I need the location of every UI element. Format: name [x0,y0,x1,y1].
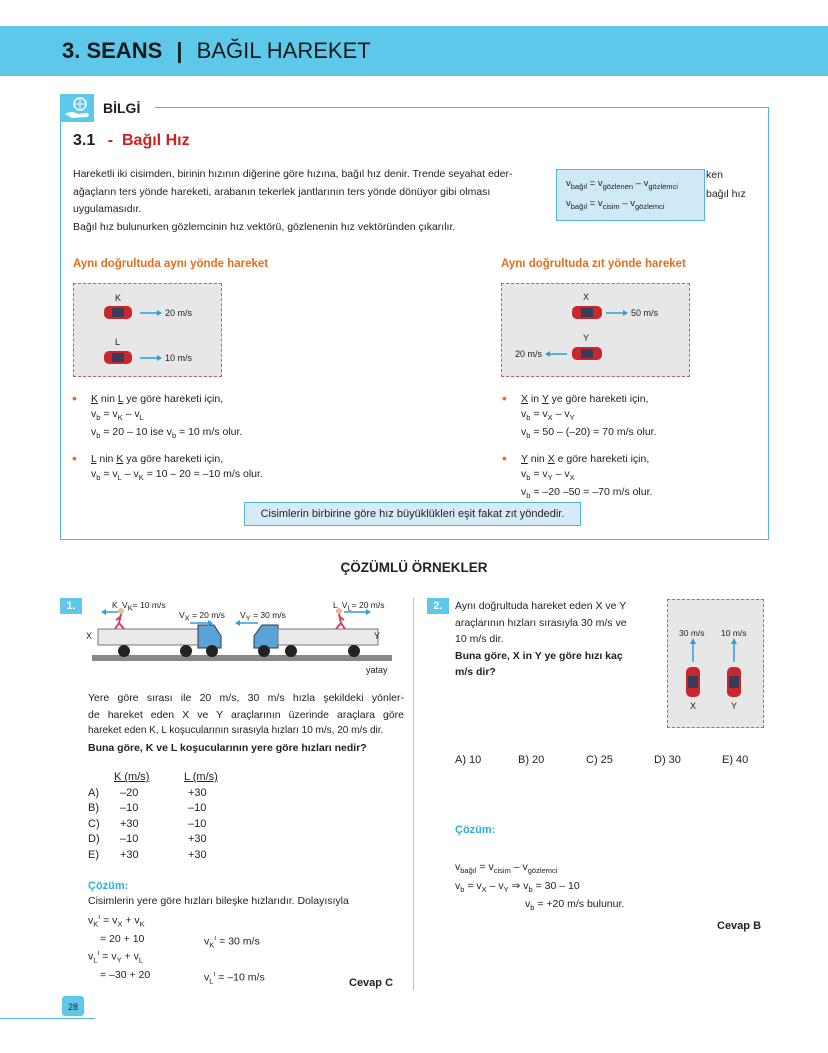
formula-sub: gözlenen [602,181,634,191]
question-2-text [455,598,647,681]
truck-x-icon [98,625,221,657]
solution-step: = –30 + 20 $v_L^ı = -10$ m/s [100,968,265,986]
solution-step: $v_{bağıl} = v_{cisim} - v_{gözlemci}$ [455,861,558,876]
question-2-badge: 2. [427,598,449,614]
vx-label: 30 m/s [679,628,705,638]
formula-line-2 [566,198,665,211]
ground-label: yatay [366,665,388,675]
q2-option-c[interactable]: C) 25 [586,754,613,766]
section-dash: - [107,132,114,149]
options-header [88,770,248,786]
paragraph-line: ağaçların ters yönde hareketi, arabanın tekerlek jantlarının ters yönde dönüyor gibi olması [73,185,491,198]
option-c[interactable]: C) +30 –10 [88,817,207,830]
equation-line: $v_b = v_L - v_K = 10 - 20 = -10$ m/s olur. [91,468,263,483]
car-k-label: K [115,293,122,303]
question-1-figure [86,598,406,678]
col-l-header: L (m/s) [184,771,218,783]
q2-option-d[interactable]: D) 30 [654,754,681,766]
formula-eq: = v [587,198,603,209]
equation-result: = –20 –50 = –70 m/s olur. [533,486,653,499]
equation-result: = 10 – 20 = –10 m/s olur. [146,468,263,480]
vertical-cars-figure [668,600,763,727]
car-x-speed: 50 m/s [631,308,659,318]
side-text-line: bağıl hız [706,188,746,200]
formula-box [556,169,705,221]
equation-line: $v_b = v_Y - v_X$ [521,468,575,483]
option-e[interactable]: E) +30 +30 [88,848,207,861]
option-d[interactable]: D) –10 +30 [88,833,207,845]
page-title [62,38,371,64]
formula-minus: – v [619,198,635,209]
question-line: Aynı doğrultuda hareket eden X ve Y [455,600,627,612]
side-text [706,166,746,204]
opposite-direction-scene [501,283,690,377]
column-divider [413,598,414,990]
car-l-speed: 10 m/s [165,353,193,363]
solution-step: $v_b = v_X - v_Y$ ⇒ $v_b = 30 - 10$ [455,879,580,894]
title-separator: | [176,38,183,63]
q2-option-e[interactable]: E) 40 [722,754,749,766]
hand-globe-icon [60,94,94,122]
equation-line: $v_b = v_X - v_Y$ [521,408,575,423]
formula-v: v [566,198,571,209]
equation-result: = 50 – (–20) = 70 m/s olur. [533,426,657,439]
solution-step: $v_L^ı = v_Y + v_L$ [88,949,143,965]
formula-minus: – v [633,178,649,189]
formula-sub: bağıl [570,201,588,211]
question-prompt: Buna göre, X in Y ye göre hızı kaç [455,649,623,662]
car-y-icon [572,347,602,360]
formula-v: v [566,178,571,189]
equation-line: $v_b = -20$ –50 = –70 m/s olur. [521,486,653,501]
car-l-label: L [115,337,121,347]
vx-label: $V_X = 20$ m/s [179,610,225,623]
equation-line: $v_b = 50 - (-20) = 70$ m/s olur. [521,426,657,441]
session-label: 3. SEANS [62,38,163,63]
formula-eq: = v [587,178,603,189]
opp-dir-bullet-2: Y nin X e göre hareketi için, $v_b = v_Y - v_X$ $v_b = -20$ –50 = –70 m/s olur. [521,452,652,503]
truck-x-label: X [86,631,93,641]
question-line: 10 m/s dir. [455,633,504,645]
formula-sub: cisim [602,201,620,211]
car-x-icon [686,667,700,697]
question-1-badge: 1. [60,598,82,614]
info-label: BİLGİ [103,100,141,116]
truck-y-icon [254,625,381,657]
same-direction-figure [74,284,221,376]
bullet-icon: • [502,390,507,406]
option-b[interactable]: B) –10 –10 [88,802,207,814]
same-dir-bullet-2: L nin K ya göre hareketi için, $v_b = v_L - v_K = 10 - 20 = -10$ m/s olur. [91,452,263,485]
vy-label: $V_Y = 30$ m/s [240,610,286,623]
solution-step: $v_K^ı = v_X + v_K$ [88,914,145,929]
question-line: de hareket eden X ve Y araçlarının üzerinde araçlara göre [88,708,404,721]
option-a[interactable]: A) –20 +30 [88,786,207,799]
section-number [73,132,113,150]
same-dir-bullet-1: K nin L ye göre hareketi için, $v_b = v_K - v_L$ $v_b = 20 - 10$ ise $v_b = 10$ m/s olur. [91,392,242,443]
q1-solution-intro: Cisimlerin yere göre hızları bileşke hızlarıdır. Dolayısıyla [88,895,349,907]
paragraph-line: uygulamasıdır. [73,203,142,215]
q1-solution-label: Çözüm: [88,880,129,892]
q2-solution-steps [455,860,624,916]
formula-sub: gözlemci [648,181,678,191]
formula-sub: gözlemci [635,201,665,211]
opposite-direction-figure [502,284,689,376]
side-text-line: ken [706,169,723,181]
question-prompt: Buna göre, K ve L koşucularının yere göre hızları nedir? [88,741,367,754]
equation-line: $v_b = 20 - 10$ ise $v_b = 10$ m/s olur. [91,426,243,441]
q1-answer: Cevap C [349,977,394,989]
q2-answer: Cevap B [717,920,762,932]
bullet-icon: • [72,450,77,466]
question-1-options [88,770,248,863]
paragraph-line: Bağıl hız bulunurken gözlemcinin hız vektörü, gözlenenin hız vektöründen çıkarılır. [73,220,456,233]
question-line: araçlarının hızları sırasıyla 30 m/s ve [455,616,627,629]
solution-step: = 20 + 10 $v_K^ı = 30$ m/s [100,933,260,950]
examples-title: ÇÖZÜMLÜ ÖRNEKLER [340,560,488,575]
solution-result: = +20 m/s bulunur. [537,898,625,911]
car-x-icon [572,306,602,319]
vk-label: K $V_K= 10$ m/s [112,600,166,613]
car-k-speed: 20 m/s [165,308,193,318]
footer-line [0,1018,95,1019]
note-box: Cisimlerin birbirine göre hız büyüklükleri eşit fakat zıt yöndedir. [244,502,581,526]
question-line: hareket eden K, L koşucularının sırasıyla hızları 10 m/s, 20 m/s dir. [88,725,384,736]
same-direction-heading: Aynı doğrultuda aynı yönde hareket [73,258,269,270]
question-1-text [88,690,404,756]
topic-label: BAĞIL HAREKET [196,38,371,63]
car-k-icon [104,306,132,319]
paragraph-line: Hareketli iki cisimden, birinin hızının diğerine göre hızına, bağıl hız denir. Trende seyahat eder- [73,168,513,180]
formula-sub: bağıl [570,181,588,191]
question-2-scene [667,599,764,728]
same-direction-scene [73,283,222,377]
info-top-border [155,107,768,108]
formula-line-1 [566,178,678,191]
equation-line: $v_b = v_K - v_L$ [91,408,144,423]
question-prompt: m/s dir? [455,666,496,678]
car-y-label: Y [583,333,590,343]
page-number: 28 [62,996,84,1016]
car-y-icon [727,667,741,697]
q2-solution-label: Çözüm: [455,824,496,836]
car-y-label: Y [731,701,738,711]
info-paragraph [73,166,513,236]
col-k-header: K (m/s) [114,771,150,783]
section-title: Bağıl Hız [122,132,190,149]
bullet-icon: • [72,390,77,406]
car-y-speed: 20 m/s [515,349,543,359]
opposite-direction-heading: Aynı doğrultuda zıt yönde hareket [501,258,686,270]
vy-label: 10 m/s [721,628,747,638]
q2-option-a[interactable]: A) 10 [455,754,482,766]
section-number-text: 3.1 [73,132,96,149]
bullet-icon: • [502,450,507,466]
car-x-label: X [583,292,590,302]
question-line: Yere göre sırası ile 20 m/s, 30 m/s hızla şekildeki yönler- [88,692,404,704]
vl-label: L $V_L= 20$ m/s [333,600,385,613]
q2-option-b[interactable]: B) 20 [518,754,545,766]
opp-dir-bullet-1: X in Y ye göre hareketi için, $v_b = v_X - v_Y$ $v_b = 50 - (-20) = 70$ m/s olur. [521,392,657,443]
solution-step: $v_b = +20$ m/s bulunur. [525,898,625,913]
car-x-label: X [690,701,697,711]
car-l-icon [104,351,132,364]
truck-y-label: Y [374,631,381,641]
